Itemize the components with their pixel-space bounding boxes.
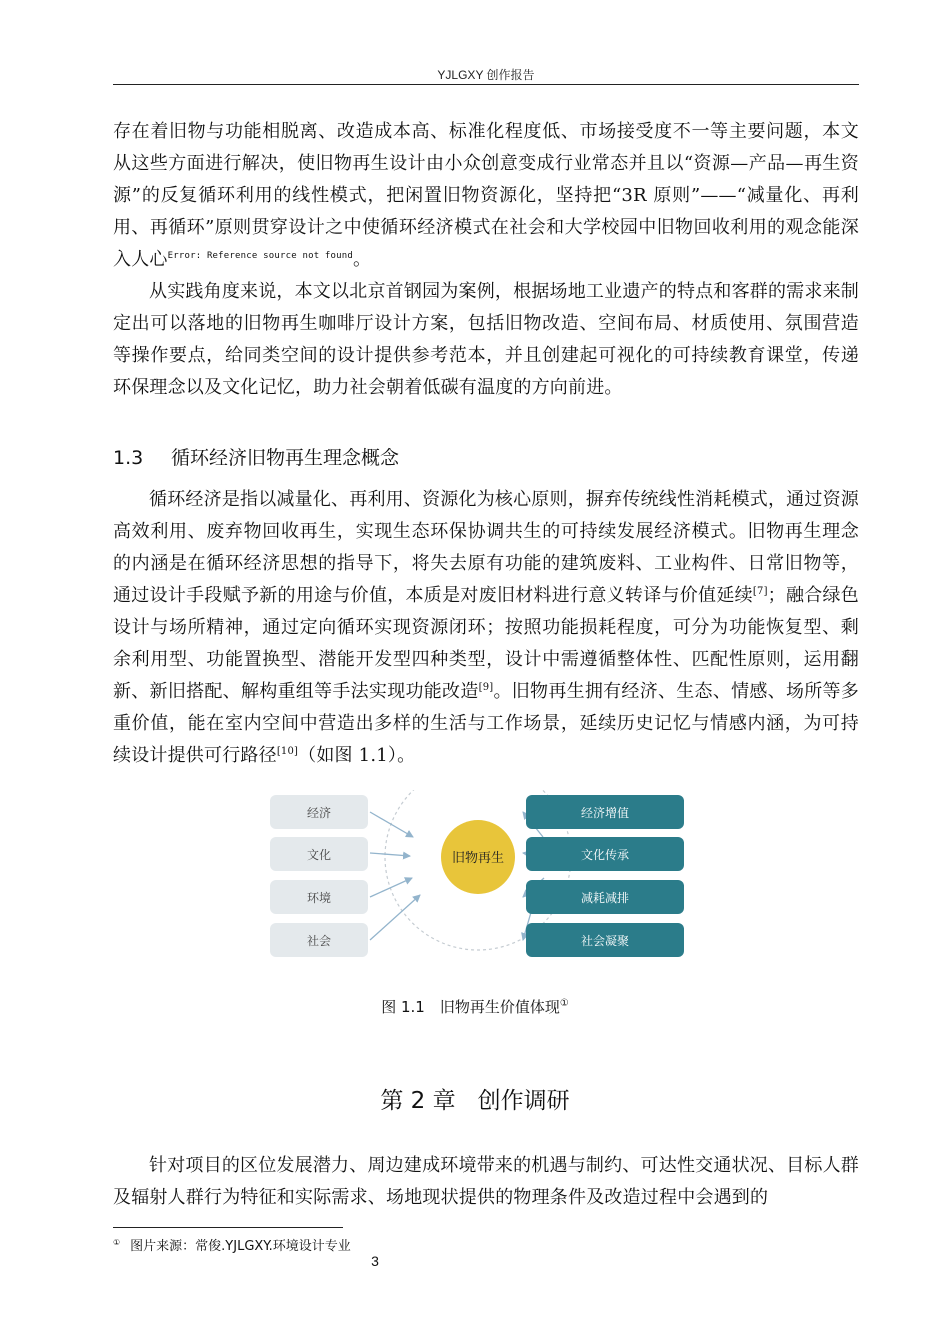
- paragraph-text: 存在着旧物与功能相脱离、改造成本高、标准化程度低、市场接受度不一等主要问题，本文从这些方面进行解决，使旧物再生设计由小众创意变成行业常态并且以“资源—产品—再生资源”的反复循环利用的线性模式，把闲置旧物资源化，坚持把“3R 原则”——“减量化、再利用、再循环”原则贯穿设计之中使循环经济模式在社会和大学校园中旧物回收利用的观念能深入人心: [113, 121, 859, 270]
- header-rule: [113, 84, 859, 85]
- paragraph-text: ；融合绿色设计与场所精神，通过定向循环实现资源闭环；按照功能损耗程度，可分为功能恢复型、剩余利用型、功能置换型、潜能开发型四种类型，设计中需遵循整体性、匹配性原则，运用翻新、新旧搭配、解构重组等手法实现功能改造: [113, 585, 860, 702]
- right-label-4: 社会凝聚: [580, 934, 630, 948]
- footnote-mark: ①: [113, 1237, 121, 1247]
- left-label-3: 环境: [306, 891, 332, 905]
- section-heading: [113, 443, 399, 470]
- citation-7[interactable]: [7]: [752, 586, 768, 597]
- intro-text: [113, 116, 859, 404]
- left-label-1: 经济: [306, 806, 332, 820]
- paragraph-circular-economy: [113, 484, 859, 772]
- citation-10[interactable]: [10]: [276, 746, 299, 757]
- paragraph-practice: 从实践角度来说，本文以北京首钢园为案例，根据场地工业遗产的特点和客群的需求来制定出可以落地的旧物再生咖啡厅设计方案，包括旧物改造、空间布局、材质使用、氛围营造等操作要点，给同类空间的设计提供参考范本，并且创建起可视化的可持续教育课堂，传递环保理念以及文化记忆，助力社会朝着低碳有温度的方向前进。: [113, 281, 859, 398]
- page-header: YJLGXY 创作报告: [437, 68, 535, 82]
- chapter-number: 第 2 章: [380, 1088, 456, 1114]
- page-number: 3: [371, 1253, 379, 1269]
- left-label-4: 社会: [306, 934, 332, 948]
- paragraph-research: 针对项目的区位发展潜力、周边建成环境带来的机遇与制约、可达性交通状况、目标人群及辐射人群行为特征和实际需求、场地现状提供的物理条件及改造过程中会遇到的: [113, 1155, 859, 1208]
- figure-caption: [0, 996, 950, 1017]
- paragraph-end: 。: [353, 249, 372, 270]
- right-boxes: [526, 795, 684, 957]
- left-label-2: 文化: [306, 848, 332, 862]
- section-text: [113, 484, 859, 772]
- caption-footnote-mark[interactable]: ①: [559, 998, 569, 1009]
- footnote: [113, 1235, 351, 1254]
- chapter-title: [0, 1082, 950, 1115]
- citation-9[interactable]: [9]: [478, 682, 494, 693]
- right-label-1: 经济增值: [580, 806, 630, 820]
- value-diagram: [270, 790, 686, 968]
- right-label-3: 减耗减排: [580, 891, 630, 905]
- chapter-text: [113, 1150, 859, 1214]
- footnote-rule: [113, 1227, 343, 1228]
- reference-error: Error: Reference source not found: [167, 251, 354, 261]
- paragraph-text: （如图 1.1）。: [298, 745, 416, 766]
- left-boxes: [270, 795, 368, 957]
- center-label: 旧物再生: [451, 851, 505, 866]
- arrow-left-1: [370, 812, 413, 837]
- arrow-left-2: [370, 853, 410, 856]
- paragraph-continuation: [113, 116, 859, 276]
- caption-text: 图 1.1 旧物再生价值体现: [381, 998, 560, 1016]
- chapter-name: 创作调研: [477, 1088, 570, 1114]
- section-title: 循环经济旧物再生理念概念: [171, 447, 400, 469]
- arrow-left-3: [370, 878, 412, 897]
- right-label-2: 文化传承: [580, 848, 630, 862]
- paragraph-text: 循环经济是指以减量化、再利用、资源化为核心原则，摒弃传统线性消耗模式，通过资源高效利用、废弃物回收再生，实现生态环保协调共生的可持续发展经济模式。旧物再生理念的内涵是在循环经济思想的指导下，将失去原有功能的建筑废料、工业构件、日常旧物等，通过设计手段赋予新的用途与价值，本质是对废旧材料进行意义转译与价值延续: [113, 489, 859, 606]
- paragraph-text: 。旧物再生拥有经济、生态、情感、场所等多重价值，能在室内空间中营造出多样的生活与工作场景，延续历史记忆与情感内涵，为可持续设计提供可行路径: [113, 681, 860, 766]
- footnote-text: 图片来源：常俊.YJLGXY.环境设计专业: [130, 1239, 351, 1254]
- arrow-left-4: [370, 895, 420, 940]
- section-number: 1.3: [113, 447, 144, 469]
